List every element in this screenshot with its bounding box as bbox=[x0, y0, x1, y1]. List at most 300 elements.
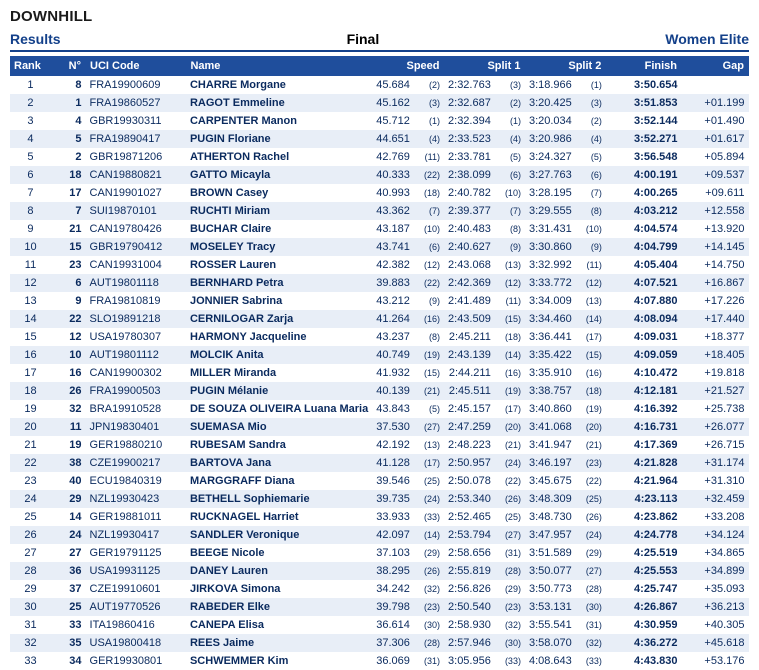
cell-finish: 4:12.181 bbox=[606, 382, 682, 400]
cell-finish: 4:25.519 bbox=[606, 544, 682, 562]
cell-split1-position: (10) bbox=[495, 184, 525, 202]
cell-rank: 15 bbox=[10, 328, 51, 346]
cell-finish: 4:00.191 bbox=[606, 166, 682, 184]
cell-split2-position: (22) bbox=[576, 472, 606, 490]
cell-split2: 3:35.422 bbox=[525, 346, 576, 364]
cell-split1-position: (19) bbox=[495, 382, 525, 400]
cell-number: 40 bbox=[51, 472, 86, 490]
cell-speed-position: (3) bbox=[414, 94, 444, 112]
cell-number: 17 bbox=[51, 184, 86, 202]
cell-speed: 44.651 bbox=[372, 130, 414, 148]
cell-uci-code: CZE19900217 bbox=[86, 454, 186, 472]
cell-uci-code: NZL19930417 bbox=[86, 526, 186, 544]
cell-split2-position: (18) bbox=[576, 382, 606, 400]
table-row[interactable] bbox=[10, 382, 749, 400]
cell-gap: +17.226 bbox=[681, 292, 748, 310]
table-row[interactable] bbox=[10, 562, 749, 580]
cell-split1: 2:40.627 bbox=[444, 238, 495, 256]
table-row[interactable] bbox=[10, 112, 749, 130]
cell-finish: 4:43.830 bbox=[606, 652, 682, 670]
cell-number: 26 bbox=[51, 382, 86, 400]
cell-finish: 4:07.521 bbox=[606, 274, 682, 292]
cell-gap: +19.818 bbox=[681, 364, 748, 382]
cell-speed: 33.933 bbox=[372, 508, 414, 526]
cell-split1: 2:43.139 bbox=[444, 346, 495, 364]
cell-name: JONNIER Sabrina bbox=[186, 292, 372, 310]
cell-speed: 41.932 bbox=[372, 364, 414, 382]
cell-uci-code: FRA19900503 bbox=[86, 382, 186, 400]
cell-split2-position: (24) bbox=[576, 526, 606, 544]
cell-rank: 7 bbox=[10, 184, 51, 202]
cell-gap: +17.440 bbox=[681, 310, 748, 328]
cell-finish: 4:00.265 bbox=[606, 184, 682, 202]
cell-split1-position: (21) bbox=[495, 436, 525, 454]
cell-rank: 28 bbox=[10, 562, 51, 580]
cell-gap: +45.618 bbox=[681, 634, 748, 652]
cell-rank: 6 bbox=[10, 166, 51, 184]
table-row[interactable] bbox=[10, 418, 749, 436]
cell-split1-position: (4) bbox=[495, 130, 525, 148]
cell-split2: 3:35.910 bbox=[525, 364, 576, 382]
cell-split2-position: (2) bbox=[576, 112, 606, 130]
cell-split2: 3:20.425 bbox=[525, 94, 576, 112]
table-row[interactable] bbox=[10, 472, 749, 490]
cell-rank: 13 bbox=[10, 292, 51, 310]
cell-split2: 3:47.957 bbox=[525, 526, 576, 544]
cell-number: 36 bbox=[51, 562, 86, 580]
table-row[interactable] bbox=[10, 256, 749, 274]
cell-split1: 2:50.957 bbox=[444, 454, 495, 472]
cell-speed-position: (15) bbox=[414, 364, 444, 382]
cell-split2: 3:48.730 bbox=[525, 508, 576, 526]
cell-finish: 4:36.272 bbox=[606, 634, 682, 652]
cell-speed-position: (22) bbox=[414, 166, 444, 184]
cell-split1: 2:48.223 bbox=[444, 436, 495, 454]
table-row[interactable] bbox=[10, 526, 749, 544]
cell-number: 11 bbox=[51, 418, 86, 436]
cell-number: 24 bbox=[51, 526, 86, 544]
cell-split1-position: (11) bbox=[495, 292, 525, 310]
cell-split2-position: (31) bbox=[576, 616, 606, 634]
cell-split1-position: (29) bbox=[495, 580, 525, 598]
cell-split1-position: (20) bbox=[495, 418, 525, 436]
cell-split1: 2:52.465 bbox=[444, 508, 495, 526]
cell-speed: 45.162 bbox=[372, 94, 414, 112]
cell-split2-position: (7) bbox=[576, 184, 606, 202]
table-row[interactable] bbox=[10, 652, 749, 670]
cell-split1-position: (18) bbox=[495, 328, 525, 346]
cell-rank: 1 bbox=[10, 76, 51, 94]
cell-speed: 43.187 bbox=[372, 220, 414, 238]
cell-split1: 2:39.377 bbox=[444, 202, 495, 220]
cell-rank: 29 bbox=[10, 580, 51, 598]
cell-split1: 2:45.157 bbox=[444, 400, 495, 418]
table-row[interactable] bbox=[10, 202, 749, 220]
cell-speed-position: (18) bbox=[414, 184, 444, 202]
cell-split1-position: (33) bbox=[495, 652, 525, 670]
results-table bbox=[10, 56, 749, 670]
cell-split2: 3:30.860 bbox=[525, 238, 576, 256]
cell-speed-position: (26) bbox=[414, 562, 444, 580]
cell-speed-position: (14) bbox=[414, 526, 444, 544]
cell-split1-position: (27) bbox=[495, 526, 525, 544]
cell-uci-code: GBR19790412 bbox=[86, 238, 186, 256]
cell-split2: 3:46.197 bbox=[525, 454, 576, 472]
cell-name: BUCHAR Claire bbox=[186, 220, 372, 238]
cell-speed: 37.306 bbox=[372, 634, 414, 652]
table-row[interactable] bbox=[10, 454, 749, 472]
cell-gap: +40.305 bbox=[681, 616, 748, 634]
cell-split1: 2:58.930 bbox=[444, 616, 495, 634]
cell-speed: 39.735 bbox=[372, 490, 414, 508]
table-row[interactable] bbox=[10, 94, 749, 112]
cell-speed-position: (11) bbox=[414, 148, 444, 166]
cell-speed-position: (21) bbox=[414, 382, 444, 400]
table-header-row bbox=[10, 56, 749, 76]
cell-gap: +14.145 bbox=[681, 238, 748, 256]
cell-finish: 4:26.867 bbox=[606, 598, 682, 616]
cell-number: 6 bbox=[51, 274, 86, 292]
cell-speed-position: (31) bbox=[414, 652, 444, 670]
cell-split2-position: (33) bbox=[576, 652, 606, 670]
cell-finish: 4:03.212 bbox=[606, 202, 682, 220]
cell-number: 12 bbox=[51, 328, 86, 346]
cell-speed-position: (6) bbox=[414, 238, 444, 256]
cell-split1-position: (16) bbox=[495, 364, 525, 382]
column-header-speed[interactable]: Speed bbox=[372, 56, 444, 76]
table-row[interactable] bbox=[10, 616, 749, 634]
cell-rank: 3 bbox=[10, 112, 51, 130]
column-header-gap[interactable]: Gap bbox=[681, 56, 748, 76]
cell-name: CHARRE Morgane bbox=[186, 76, 372, 94]
cell-rank: 25 bbox=[10, 508, 51, 526]
cell-name: PUGIN Mélanie bbox=[186, 382, 372, 400]
cell-split2-position: (28) bbox=[576, 580, 606, 598]
cell-speed: 39.798 bbox=[372, 598, 414, 616]
cell-split1: 2:33.781 bbox=[444, 148, 495, 166]
cell-gap: +34.124 bbox=[681, 526, 748, 544]
cell-gap: +53.176 bbox=[681, 652, 748, 670]
cell-name: JIRKOVA Simona bbox=[186, 580, 372, 598]
cell-split2-position: (13) bbox=[576, 292, 606, 310]
cell-speed-position: (1) bbox=[414, 112, 444, 130]
cell-gap: +12.558 bbox=[681, 202, 748, 220]
cell-speed: 37.530 bbox=[372, 418, 414, 436]
table-row[interactable] bbox=[10, 598, 749, 616]
cell-rank: 9 bbox=[10, 220, 51, 238]
table-row[interactable] bbox=[10, 292, 749, 310]
cell-split1-position: (22) bbox=[495, 472, 525, 490]
table-row[interactable] bbox=[10, 76, 749, 94]
cell-name: MOLCIK Anita bbox=[186, 346, 372, 364]
column-header-rank[interactable]: Rank bbox=[10, 56, 51, 76]
cell-name: HARMONY Jacqueline bbox=[186, 328, 372, 346]
cell-split2-position: (11) bbox=[576, 256, 606, 274]
table-row[interactable] bbox=[10, 436, 749, 454]
cell-speed-position: (17) bbox=[414, 454, 444, 472]
cell-name: BETHELL Sophiemarie bbox=[186, 490, 372, 508]
cell-speed-position: (24) bbox=[414, 490, 444, 508]
cell-speed-position: (13) bbox=[414, 436, 444, 454]
cell-finish: 4:07.880 bbox=[606, 292, 682, 310]
cell-number: 19 bbox=[51, 436, 86, 454]
column-header-number[interactable]: N° bbox=[51, 56, 86, 76]
cell-name: RUCKNAGEL Harriet bbox=[186, 508, 372, 526]
cell-name: MARGGRAFF Diana bbox=[186, 472, 372, 490]
cell-rank: 12 bbox=[10, 274, 51, 292]
table-row[interactable] bbox=[10, 238, 749, 256]
cell-rank: 26 bbox=[10, 526, 51, 544]
cell-speed-position: (33) bbox=[414, 508, 444, 526]
cell-rank: 14 bbox=[10, 310, 51, 328]
cell-split2: 3:51.589 bbox=[525, 544, 576, 562]
table-row[interactable] bbox=[10, 328, 749, 346]
cell-split2: 3:31.431 bbox=[525, 220, 576, 238]
cell-split1-position: (32) bbox=[495, 616, 525, 634]
cell-name: RUBESAM Sandra bbox=[186, 436, 372, 454]
cell-split2: 3:33.772 bbox=[525, 274, 576, 292]
cell-rank: 23 bbox=[10, 472, 51, 490]
cell-speed: 45.712 bbox=[372, 112, 414, 130]
cell-split1: 2:41.489 bbox=[444, 292, 495, 310]
cell-number: 25 bbox=[51, 598, 86, 616]
cell-uci-code: GER19880210 bbox=[86, 436, 186, 454]
cell-split1-position: (17) bbox=[495, 400, 525, 418]
cell-name: ROSSER Lauren bbox=[186, 256, 372, 274]
table-row[interactable] bbox=[10, 346, 749, 364]
cell-speed: 42.769 bbox=[372, 148, 414, 166]
cell-rank: 16 bbox=[10, 346, 51, 364]
cell-split2-position: (21) bbox=[576, 436, 606, 454]
cell-finish: 3:56.548 bbox=[606, 148, 682, 166]
cell-rank: 31 bbox=[10, 616, 51, 634]
cell-speed-position: (8) bbox=[414, 328, 444, 346]
column-header-uci-code[interactable]: UCI Code bbox=[86, 56, 186, 76]
cell-rank: 11 bbox=[10, 256, 51, 274]
cell-split2: 3:32.992 bbox=[525, 256, 576, 274]
cell-finish: 4:16.392 bbox=[606, 400, 682, 418]
cell-number: 16 bbox=[51, 364, 86, 382]
cell-rank: 5 bbox=[10, 148, 51, 166]
cell-speed: 43.741 bbox=[372, 238, 414, 256]
cell-speed: 40.139 bbox=[372, 382, 414, 400]
table-row[interactable] bbox=[10, 310, 749, 328]
cell-uci-code: USA19780307 bbox=[86, 328, 186, 346]
column-header-name[interactable]: Name bbox=[186, 56, 372, 76]
cell-number: 23 bbox=[51, 256, 86, 274]
cell-split2: 3:40.860 bbox=[525, 400, 576, 418]
cell-split1: 2:45.211 bbox=[444, 328, 495, 346]
cell-speed-position: (23) bbox=[414, 598, 444, 616]
page-title: DOWNHILL bbox=[10, 8, 93, 25]
cell-split2: 3:36.441 bbox=[525, 328, 576, 346]
cell-number: 7 bbox=[51, 202, 86, 220]
cell-gap: +21.527 bbox=[681, 382, 748, 400]
cell-split1-position: (25) bbox=[495, 508, 525, 526]
cell-split1: 2:32.763 bbox=[444, 76, 495, 94]
cell-split1-position: (2) bbox=[495, 94, 525, 112]
cell-finish: 3:52.271 bbox=[606, 130, 682, 148]
column-header-split1[interactable]: Split 1 bbox=[444, 56, 525, 76]
cell-split2: 3:45.675 bbox=[525, 472, 576, 490]
cell-gap: +35.093 bbox=[681, 580, 748, 598]
column-header-finish[interactable]: Finish bbox=[606, 56, 682, 76]
cell-split2-position: (14) bbox=[576, 310, 606, 328]
cell-split1: 2:44.211 bbox=[444, 364, 495, 382]
cell-speed-position: (4) bbox=[414, 130, 444, 148]
cell-finish: 3:50.654 bbox=[606, 76, 682, 94]
cell-uci-code: CZE19910601 bbox=[86, 580, 186, 598]
table-row[interactable] bbox=[10, 220, 749, 238]
cell-uci-code: GER19791125 bbox=[86, 544, 186, 562]
cell-uci-code: FRA19810819 bbox=[86, 292, 186, 310]
cell-split1-position: (6) bbox=[495, 166, 525, 184]
subheader bbox=[10, 31, 749, 52]
cell-uci-code: USA19931125 bbox=[86, 562, 186, 580]
cell-split1: 2:53.794 bbox=[444, 526, 495, 544]
cell-finish: 4:04.799 bbox=[606, 238, 682, 256]
table-row[interactable] bbox=[10, 364, 749, 382]
cell-rank: 4 bbox=[10, 130, 51, 148]
cell-split2-position: (19) bbox=[576, 400, 606, 418]
table-row[interactable] bbox=[10, 274, 749, 292]
cell-split2: 3:28.195 bbox=[525, 184, 576, 202]
cell-split1-position: (3) bbox=[495, 76, 525, 94]
cell-name: SUEMASA Mio bbox=[186, 418, 372, 436]
cell-split1: 2:55.819 bbox=[444, 562, 495, 580]
table-header bbox=[10, 56, 749, 76]
cell-name: BARTOVA Jana bbox=[186, 454, 372, 472]
cell-name: BROWN Casey bbox=[186, 184, 372, 202]
cell-finish: 4:05.404 bbox=[606, 256, 682, 274]
cell-split1: 2:38.099 bbox=[444, 166, 495, 184]
cell-uci-code: CAN19880821 bbox=[86, 166, 186, 184]
cell-uci-code: CAN19901027 bbox=[86, 184, 186, 202]
cell-split2-position: (4) bbox=[576, 130, 606, 148]
cell-rank: 30 bbox=[10, 598, 51, 616]
round-label: Final bbox=[346, 31, 380, 47]
cell-name: DANEY Lauren bbox=[186, 562, 372, 580]
cell-split2: 3:41.947 bbox=[525, 436, 576, 454]
cell-uci-code: GBR19871206 bbox=[86, 148, 186, 166]
cell-speed-position: (27) bbox=[414, 418, 444, 436]
table-row[interactable] bbox=[10, 580, 749, 598]
cell-finish: 4:23.113 bbox=[606, 490, 682, 508]
cell-rank: 8 bbox=[10, 202, 51, 220]
cell-number: 21 bbox=[51, 220, 86, 238]
cell-split2: 3:34.460 bbox=[525, 310, 576, 328]
cell-split2-position: (5) bbox=[576, 148, 606, 166]
cell-speed: 39.883 bbox=[372, 274, 414, 292]
cell-gap: +09.537 bbox=[681, 166, 748, 184]
table-row[interactable] bbox=[10, 634, 749, 652]
cell-split2-position: (32) bbox=[576, 634, 606, 652]
cell-speed: 39.546 bbox=[372, 472, 414, 490]
table-row[interactable] bbox=[10, 148, 749, 166]
cell-split2-position: (15) bbox=[576, 346, 606, 364]
cell-split1: 2:42.369 bbox=[444, 274, 495, 292]
cell-speed-position: (28) bbox=[414, 634, 444, 652]
cell-split1-position: (8) bbox=[495, 220, 525, 238]
cell-split2: 3:53.131 bbox=[525, 598, 576, 616]
cell-speed-position: (9) bbox=[414, 292, 444, 310]
column-header-split2[interactable]: Split 2 bbox=[525, 56, 606, 76]
cell-gap: +33.208 bbox=[681, 508, 748, 526]
cell-speed: 41.128 bbox=[372, 454, 414, 472]
cell-split1-position: (1) bbox=[495, 112, 525, 130]
table-row[interactable] bbox=[10, 508, 749, 526]
table-row[interactable] bbox=[10, 166, 749, 184]
table-row[interactable] bbox=[10, 400, 749, 418]
cell-rank: 2 bbox=[10, 94, 51, 112]
table-row[interactable] bbox=[10, 490, 749, 508]
cell-speed: 43.237 bbox=[372, 328, 414, 346]
cell-finish: 4:25.747 bbox=[606, 580, 682, 598]
cell-split2-position: (16) bbox=[576, 364, 606, 382]
cell-gap: +09.611 bbox=[681, 184, 748, 202]
cell-split2: 3:50.077 bbox=[525, 562, 576, 580]
cell-name: ATHERTON Rachel bbox=[186, 148, 372, 166]
table-row[interactable] bbox=[10, 184, 749, 202]
cell-split1: 2:32.394 bbox=[444, 112, 495, 130]
cell-split2: 3:20.986 bbox=[525, 130, 576, 148]
cell-speed-position: (16) bbox=[414, 310, 444, 328]
cell-number: 5 bbox=[51, 130, 86, 148]
cell-number: 2 bbox=[51, 148, 86, 166]
cell-uci-code: ITA19860416 bbox=[86, 616, 186, 634]
cell-split2-position: (20) bbox=[576, 418, 606, 436]
cell-uci-code: CAN19900302 bbox=[86, 364, 186, 382]
cell-finish: 4:23.862 bbox=[606, 508, 682, 526]
cell-speed: 43.362 bbox=[372, 202, 414, 220]
cell-number: 34 bbox=[51, 652, 86, 670]
table-row[interactable] bbox=[10, 544, 749, 562]
cell-split1-position: (24) bbox=[495, 454, 525, 472]
cell-uci-code: FRA19900609 bbox=[86, 76, 186, 94]
cell-name: PUGIN Floriane bbox=[186, 130, 372, 148]
cell-gap: +01.199 bbox=[681, 94, 748, 112]
cell-split2-position: (30) bbox=[576, 598, 606, 616]
cell-number: 9 bbox=[51, 292, 86, 310]
cell-speed: 40.749 bbox=[372, 346, 414, 364]
cell-finish: 4:21.828 bbox=[606, 454, 682, 472]
cell-split2: 3:48.309 bbox=[525, 490, 576, 508]
cell-split1-position: (5) bbox=[495, 148, 525, 166]
cell-uci-code: JPN19830401 bbox=[86, 418, 186, 436]
cell-speed: 43.212 bbox=[372, 292, 414, 310]
cell-split2: 3:55.541 bbox=[525, 616, 576, 634]
cell-gap: +18.377 bbox=[681, 328, 748, 346]
cell-split2: 3:20.034 bbox=[525, 112, 576, 130]
cell-rank: 24 bbox=[10, 490, 51, 508]
cell-split2: 3:34.009 bbox=[525, 292, 576, 310]
cell-number: 27 bbox=[51, 544, 86, 562]
cell-split1: 2:57.946 bbox=[444, 634, 495, 652]
cell-split2-position: (23) bbox=[576, 454, 606, 472]
cell-finish: 4:04.574 bbox=[606, 220, 682, 238]
table-row[interactable] bbox=[10, 130, 749, 148]
cell-uci-code: AUT19801112 bbox=[86, 346, 186, 364]
cell-finish: 4:10.472 bbox=[606, 364, 682, 382]
table-body bbox=[10, 76, 749, 670]
cell-number: 38 bbox=[51, 454, 86, 472]
cell-gap: +34.865 bbox=[681, 544, 748, 562]
cell-split2-position: (8) bbox=[576, 202, 606, 220]
cell-split1-position: (7) bbox=[495, 202, 525, 220]
cell-speed: 34.242 bbox=[372, 580, 414, 598]
cell-rank: 32 bbox=[10, 634, 51, 652]
cell-split1-position: (12) bbox=[495, 274, 525, 292]
